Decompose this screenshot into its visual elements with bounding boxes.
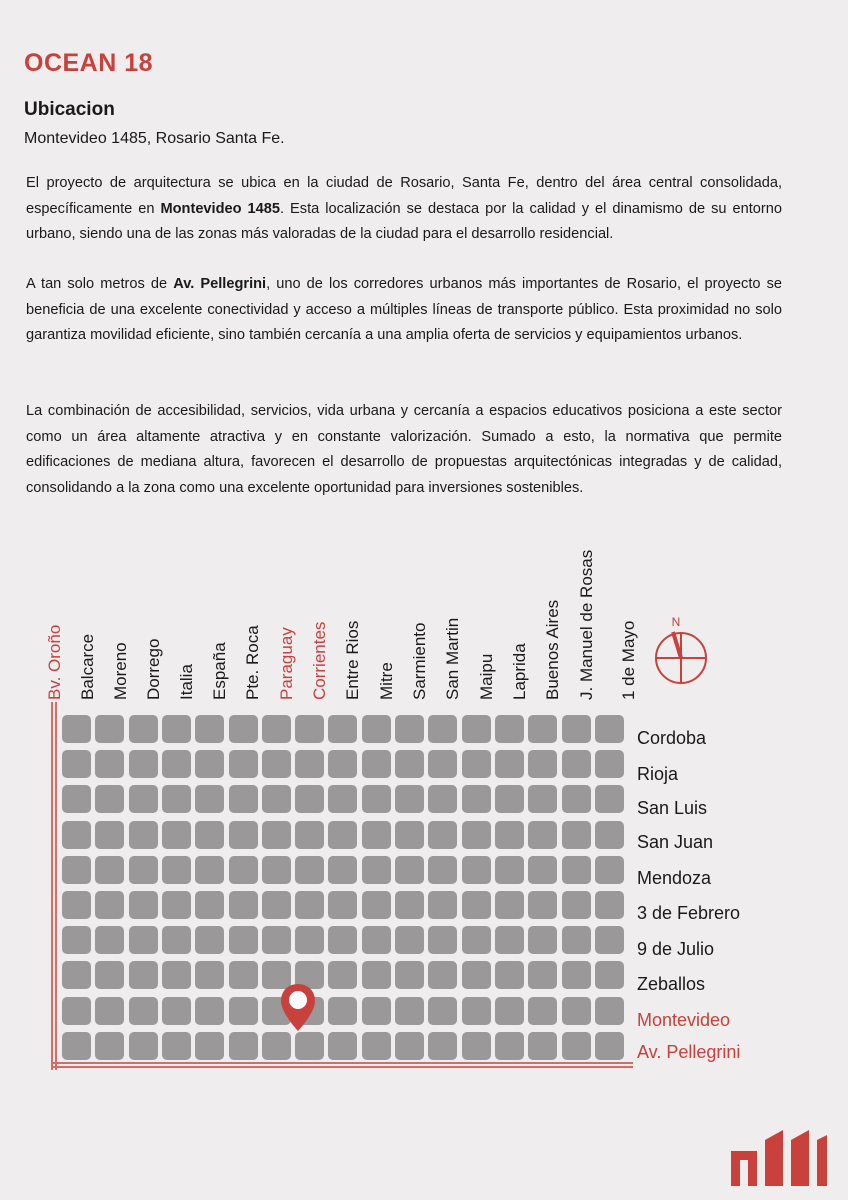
city-block	[229, 997, 258, 1025]
city-block	[295, 926, 324, 954]
city-block	[62, 926, 91, 954]
street-label-vertical: Moreno	[111, 642, 130, 700]
street-label-vertical: Sarmiento	[410, 622, 429, 700]
city-block	[295, 715, 324, 743]
city-block	[295, 821, 324, 849]
city-block	[162, 856, 191, 884]
city-block	[129, 715, 158, 743]
street-label-vertical: Maipu	[477, 653, 496, 700]
city-block	[495, 997, 524, 1025]
city-block	[62, 961, 91, 989]
city-block	[562, 856, 591, 884]
city-block	[229, 856, 258, 884]
city-block	[62, 891, 91, 919]
city-block	[362, 750, 391, 778]
city-block	[195, 1032, 224, 1060]
street-label-horizontal: Montevideo	[637, 1010, 731, 1030]
city-block	[328, 997, 357, 1025]
street-label-horizontal: Mendoza	[637, 868, 712, 888]
street-label-horizontal: 9 de Julio	[637, 939, 715, 959]
city-block	[262, 785, 291, 813]
city-block	[295, 891, 324, 919]
city-block	[562, 750, 591, 778]
city-block	[495, 1032, 524, 1060]
city-block	[595, 856, 624, 884]
city-block	[295, 1032, 324, 1060]
city-block	[595, 750, 624, 778]
city-block	[95, 856, 124, 884]
city-block	[95, 1032, 124, 1060]
paragraph-connectivity	[26, 272, 782, 349]
street-label-horizontal: San Luis	[637, 798, 708, 818]
street-label-vertical: Paraguay	[277, 627, 296, 700]
city-block	[395, 750, 424, 778]
pellegrini-avenue-line	[51, 1066, 633, 1068]
city-block	[162, 1032, 191, 1060]
city-block	[395, 715, 424, 743]
city-block	[562, 715, 591, 743]
city-block	[95, 715, 124, 743]
city-block	[129, 891, 158, 919]
city-block	[195, 785, 224, 813]
city-block	[262, 856, 291, 884]
city-block	[229, 926, 258, 954]
city-block	[229, 891, 258, 919]
city-block	[395, 1032, 424, 1060]
city-block	[195, 750, 224, 778]
city-block	[495, 821, 524, 849]
city-block	[62, 821, 91, 849]
city-block	[562, 821, 591, 849]
city-block	[262, 715, 291, 743]
city-block	[528, 1032, 557, 1060]
city-block	[428, 785, 457, 813]
street-label-vertical: Entre Rios	[343, 620, 362, 700]
city-block	[129, 785, 158, 813]
city-block	[595, 715, 624, 743]
city-block	[295, 856, 324, 884]
street-label-vertical: 1 de Mayo	[619, 620, 638, 700]
street-label-vertical: Corrientes	[310, 621, 329, 700]
city-block	[562, 961, 591, 989]
street-label-vertical: Bv. Oroño	[45, 624, 64, 700]
city-block	[162, 785, 191, 813]
oroño-avenue-line	[51, 702, 53, 1070]
city-block	[129, 1032, 158, 1060]
city-block	[229, 785, 258, 813]
city-block	[328, 821, 357, 849]
city-block	[229, 821, 258, 849]
highlight-address: Montevideo 1485	[160, 200, 280, 217]
city-block	[395, 997, 424, 1025]
section-title: Ubicacion	[24, 99, 115, 120]
city-block	[495, 856, 524, 884]
city-block	[362, 715, 391, 743]
city-block	[528, 750, 557, 778]
city-block	[428, 891, 457, 919]
city-block	[195, 926, 224, 954]
city-block	[595, 997, 624, 1025]
city-block	[195, 715, 224, 743]
city-block	[229, 750, 258, 778]
pellegrini-avenue-line	[51, 1062, 633, 1064]
city-block	[229, 715, 258, 743]
street-label-vertical: Pte. Roca	[243, 625, 262, 700]
city-block	[95, 926, 124, 954]
paragraph-location	[26, 171, 782, 248]
city-block	[362, 891, 391, 919]
city-block	[395, 821, 424, 849]
city-block	[495, 715, 524, 743]
city-block	[462, 961, 491, 989]
city-block	[462, 997, 491, 1025]
street-label-vertical: J. Manuel de Rosas	[577, 549, 596, 700]
city-block	[462, 891, 491, 919]
city-block	[328, 750, 357, 778]
city-block	[528, 821, 557, 849]
city-block	[395, 961, 424, 989]
city-block	[562, 1032, 591, 1060]
street-label-horizontal: Rioja	[637, 764, 679, 784]
compass-north-label: N	[671, 615, 681, 629]
city-block	[562, 785, 591, 813]
project-address: Montevideo 1485, Rosario Santa Fe.	[24, 130, 285, 147]
street-label-vertical: Dorrego	[144, 638, 163, 700]
city-block	[462, 750, 491, 778]
city-block	[428, 715, 457, 743]
city-block	[595, 961, 624, 989]
city-block	[328, 715, 357, 743]
city-block	[129, 750, 158, 778]
oroño-avenue-line	[55, 702, 57, 1070]
city-block	[262, 891, 291, 919]
city-block	[62, 1032, 91, 1060]
city-block	[295, 750, 324, 778]
city-block	[495, 785, 524, 813]
location-pin-icon	[279, 983, 317, 1033]
city-block	[129, 926, 158, 954]
paragraph-text: El proyecto de arquitectura se ubica en la ciudad de Rosario, Santa Fe, dentro del área central consolidada, específicamente en	[26, 175, 782, 217]
city-block	[428, 856, 457, 884]
city-block	[362, 856, 391, 884]
city-block	[162, 715, 191, 743]
city-block	[229, 961, 258, 989]
city-block	[462, 715, 491, 743]
street-label-horizontal: Cordoba	[637, 728, 707, 748]
city-block	[195, 821, 224, 849]
city-block	[462, 821, 491, 849]
city-block	[129, 821, 158, 849]
city-block	[162, 926, 191, 954]
city-block	[195, 961, 224, 989]
street-label-horizontal: San Juan	[637, 832, 714, 852]
city-block	[428, 961, 457, 989]
city-block	[328, 856, 357, 884]
city-block	[495, 750, 524, 778]
paragraph-text: A tan solo metros de	[26, 276, 174, 292]
city-block	[395, 891, 424, 919]
city-block	[62, 750, 91, 778]
city-block	[395, 926, 424, 954]
city-block	[229, 1032, 258, 1060]
city-block	[362, 997, 391, 1025]
city-block	[595, 785, 624, 813]
city-block	[162, 997, 191, 1025]
city-block	[195, 856, 224, 884]
street-label-horizontal: Av. Pellegrini	[637, 1042, 741, 1062]
street-label-vertical: San Martin	[443, 617, 462, 700]
city-block	[162, 961, 191, 989]
city-block	[95, 750, 124, 778]
city-block	[428, 926, 457, 954]
paragraph-valuation: La combinación de accesibilidad, servicios, vida urbana y cercanía a espacios educativos posiciona a este sector como un área altamente atractiva y en constante valorización. Sumado a esto, la normativa que permite edificaciones de mediana altura, favorecen el desarrollo de propuestas arquitectónicas integradas y de calidad, consolidando a la zona como una excelente oportunidad para inversiones sostenibles.	[26, 403, 782, 496]
city-block	[528, 891, 557, 919]
city-block	[462, 1032, 491, 1060]
city-block	[295, 785, 324, 813]
city-block	[162, 891, 191, 919]
city-block	[595, 926, 624, 954]
city-block	[528, 997, 557, 1025]
city-block	[328, 1032, 357, 1060]
paragraph-text: , uno de los corredores urbanos más importantes de Rosario, el proyecto se beneficia de una excelente conectividad y acceso a múltiples líneas de transporte público. Esta proximidad no solo garantiza movilidad eficiente, sino también cercanía a una amplia oferta de servicios y equipamientos urbanos.	[26, 276, 782, 343]
city-block	[129, 856, 158, 884]
city-block	[495, 961, 524, 989]
city-block	[162, 750, 191, 778]
city-block	[195, 891, 224, 919]
city-block	[462, 785, 491, 813]
street-label-vertical: Italia	[177, 664, 196, 700]
paragraph-text: . Esta localización se destaca por la calidad y el dinamismo de su entorno urbano, siendo una de las zonas más valoradas de la ciudad para el desarrollo residencial.	[26, 200, 782, 242]
city-block	[562, 997, 591, 1025]
street-label-vertical: Buenos Aires	[543, 599, 562, 700]
compass-icon	[653, 612, 709, 688]
brand-logo	[731, 1128, 827, 1186]
city-block	[95, 997, 124, 1025]
page-title: OCEAN 18	[24, 49, 154, 77]
city-block	[595, 891, 624, 919]
city-block	[528, 961, 557, 989]
street-label-vertical: Laprida	[510, 643, 529, 700]
city-block	[262, 1032, 291, 1060]
city-block	[428, 997, 457, 1025]
city-block	[129, 997, 158, 1025]
city-block	[395, 785, 424, 813]
city-block	[362, 926, 391, 954]
city-block	[362, 821, 391, 849]
city-block	[495, 891, 524, 919]
city-block	[129, 961, 158, 989]
city-block	[328, 926, 357, 954]
city-block	[595, 821, 624, 849]
city-block	[528, 926, 557, 954]
street-label-vertical: España	[210, 642, 229, 700]
city-block	[95, 961, 124, 989]
city-block	[495, 926, 524, 954]
city-block	[362, 1032, 391, 1060]
city-block	[262, 926, 291, 954]
city-block	[62, 997, 91, 1025]
city-block	[195, 997, 224, 1025]
city-block	[428, 1032, 457, 1060]
city-block	[528, 715, 557, 743]
city-block	[328, 891, 357, 919]
city-block	[95, 891, 124, 919]
city-block	[95, 785, 124, 813]
city-block	[262, 750, 291, 778]
city-block	[362, 785, 391, 813]
city-block	[428, 750, 457, 778]
city-block	[62, 856, 91, 884]
city-block	[362, 961, 391, 989]
city-block	[262, 821, 291, 849]
city-block	[328, 961, 357, 989]
city-block	[328, 785, 357, 813]
city-block	[562, 891, 591, 919]
city-block	[62, 785, 91, 813]
street-label-vertical: Mitre	[377, 662, 396, 700]
city-block	[95, 821, 124, 849]
street-label-horizontal: Zeballos	[637, 974, 706, 994]
city-block	[528, 785, 557, 813]
city-block	[62, 715, 91, 743]
street-label-horizontal: 3 de Febrero	[637, 903, 741, 923]
city-block	[462, 856, 491, 884]
city-block	[595, 1032, 624, 1060]
city-block	[462, 926, 491, 954]
highlight-avenue: Av. Pellegrini	[173, 276, 267, 292]
city-block	[428, 821, 457, 849]
city-block	[162, 821, 191, 849]
city-block	[528, 856, 557, 884]
city-block	[395, 856, 424, 884]
city-block	[562, 926, 591, 954]
street-label-vertical: Balcarce	[78, 633, 97, 700]
